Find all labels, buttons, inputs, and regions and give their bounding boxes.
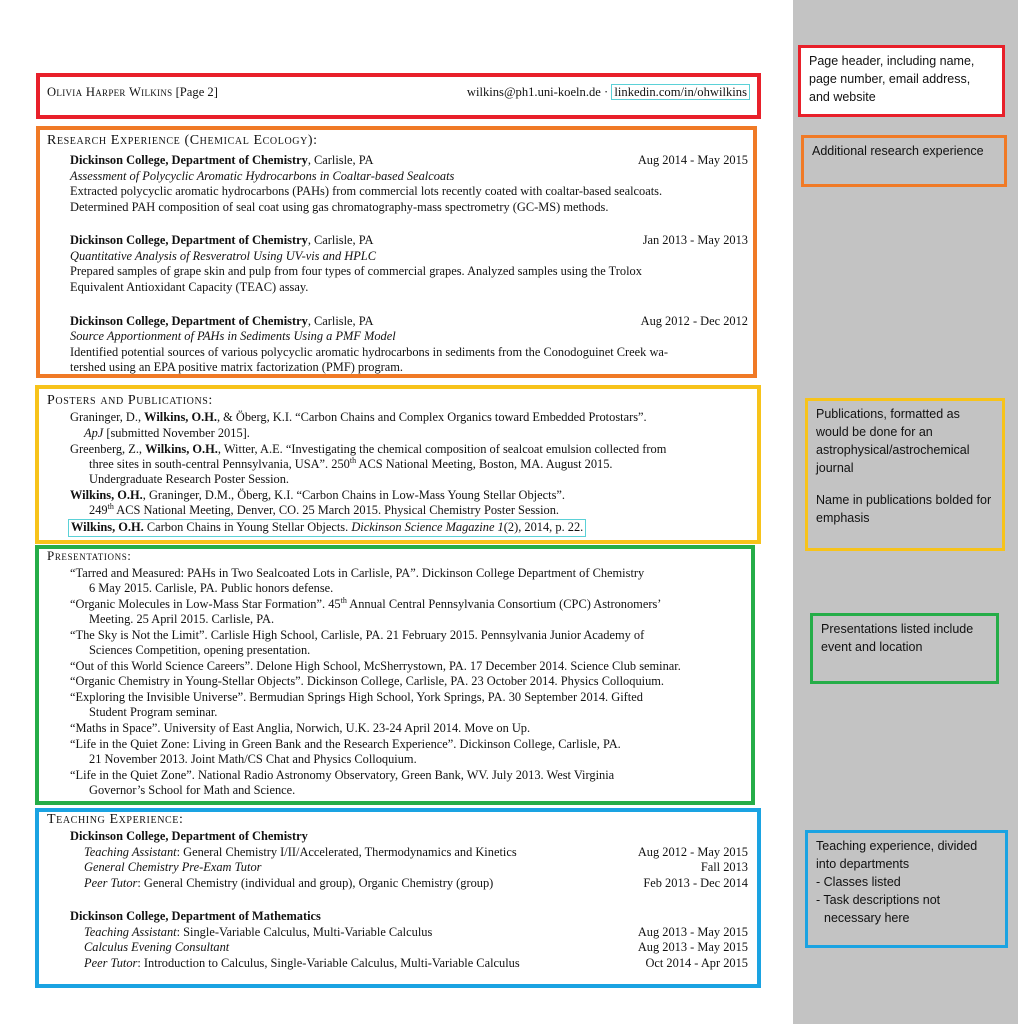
presentation-1-line-2: 6 May 2015. Carlisle, PA. Public honors defense. xyxy=(89,581,334,595)
header-website-link[interactable]: linkedin.com/in/ohwilkins xyxy=(611,84,750,100)
research-heading: Research Experience (Chemical Ecology): xyxy=(47,133,318,148)
research-entry-3-date: Aug 2012 - Dec 2012 xyxy=(640,314,748,328)
research-entry-1-date: Aug 2014 - May 2015 xyxy=(637,153,748,167)
note-publications: Publications, formatted as would be done for an astrophysical/astrochemical journal Name in publications bolded for emphasis xyxy=(805,398,1005,551)
header-name: Olivia Harper Wilkins xyxy=(47,85,173,99)
teaching-chem-date-3: Feb 2013 - Dec 2014 xyxy=(643,876,748,890)
research-entry-2-desc-2: Equivalent Antioxidant Capacity (TEAC) assay. xyxy=(70,280,309,294)
presentation-8-line-1: “Life in the Quiet Zone: Living in Green Bank and the Research Experience”. Dickinson College, Carlisle, PA. xyxy=(70,737,621,751)
publication-4[interactable]: Wilkins, O.H. Carbon Chains in Young Stellar Objects. Dickinson Science Magazine 1(2), 2014, p. 22. xyxy=(68,519,586,537)
org-location: , Carlisle, PA xyxy=(307,153,374,167)
research-entry-3-title: Source Apportionment of PAHs in Sediments Using a PMF Model xyxy=(70,329,396,343)
presentations-heading: Presentations: xyxy=(47,548,132,563)
header-separator: · xyxy=(604,85,609,99)
note-research: Additional research experience xyxy=(801,135,1007,187)
header-email[interactable]: wilkins@ph1.uni-koeln.de xyxy=(466,85,601,99)
org-name: Dickinson College, Department of Chemistry xyxy=(70,314,308,328)
teaching-math-role-2: Calculus Evening Consultant xyxy=(84,940,230,954)
presentation-4: “Out of this World Science Careers”. Delone High School, McSherrystown, PA. 17 December 2014. Science Club seminar. xyxy=(70,659,681,673)
teaching-chem-date-2: Fall 2013 xyxy=(700,860,748,874)
teaching-math-date-1: Aug 2013 - May 2015 xyxy=(637,925,748,939)
org-name: Dickinson College, Department of Chemistry xyxy=(70,153,308,167)
research-entry-3-desc-1: Identified potential sources of various polycyclic aromatic hydrocarbons in sediments from the Conodoguinet Creek wa- xyxy=(70,345,669,359)
publication-3-line-2: 249th ACS National Meeting, Denver, CO. 25 March 2015. Physical Chemistry Poster Session. xyxy=(89,501,560,517)
header-line xyxy=(47,85,218,101)
research-entry-1-org xyxy=(70,153,373,169)
teaching-heading: Teaching Experience: xyxy=(47,812,184,827)
publication-2-line-2: three sites in south-central Pennsylvania, USA”. 250th ACS National Meeting, Boston, MA. August 2015. xyxy=(89,455,613,471)
teaching-math-date-2: Aug 2013 - May 2015 xyxy=(637,940,748,954)
publication-2-line-3: Undergraduate Research Poster Session. xyxy=(89,472,290,486)
presentation-5: “Organic Chemistry in Young-Stellar Objects”. Dickinson College, Carlisle, PA. 23 October 2014. Physics Colloquium. xyxy=(70,674,665,688)
note-teaching: Teaching experience, divided into departments - Classes listed - Task descriptions not necessary here xyxy=(805,830,1008,948)
teaching-math-dept: Dickinson College, Department of Mathematics xyxy=(70,909,321,923)
presentation-6-line-2: Student Program seminar. xyxy=(89,705,218,719)
presentation-8-line-2: 21 November 2013. Joint Math/CS Chat and Physics Colloquium. xyxy=(89,752,417,766)
note-presentations: Presentations listed include event and location xyxy=(810,613,999,684)
publication-1-line-1: Graninger, D., Wilkins, O.H., & Öberg, K.I. “Carbon Chains and Complex Organics toward Embedded Protostars”. xyxy=(70,410,647,424)
teaching-math-date-3: Oct 2014 - Apr 2015 xyxy=(645,956,748,970)
research-entry-2-desc-1: Prepared samples of grape skin and pulp from four types of commercial grapes. Analyzed samples using the Trolox xyxy=(70,264,642,278)
research-entry-2-title: Quantitative Analysis of Resveratrol Using UV-vis and HPLC xyxy=(70,249,376,263)
header-contact xyxy=(467,85,750,101)
teaching-chem-dept: Dickinson College, Department of Chemistry xyxy=(70,829,308,843)
presentation-9-line-2: Governor’s School for Math and Science. xyxy=(89,783,296,797)
research-entry-1-desc-2: Determined PAH composition of seal coat using gas chromatography-mass spectrometry (GC-MS) methods. xyxy=(70,200,609,214)
publication-1-line-2: ApJ [submitted November 2015]. xyxy=(84,426,250,440)
presentation-6-line-1: “Exploring the Invisible Universe”. Bermudian Springs High School, York Springs, PA. 30 September 2014. Gifted xyxy=(70,690,643,704)
presentation-3-line-2: Sciences Competition, opening presentation. xyxy=(89,643,311,657)
presentation-7: “Maths in Space”. University of East Anglia, Norwich, U.K. 23-24 April 2014. Move on Up. xyxy=(70,721,531,735)
teaching-chem-role-3: Peer Tutor: General Chemistry (individual and group), Organic Chemistry (group) xyxy=(84,876,494,890)
research-entry-2-org xyxy=(70,233,373,249)
presentation-1-line-1: “Tarred and Measured: PAHs in Two Sealcoated Lots in Carlisle, PA”. Dickinson College Department of Chemistry xyxy=(70,566,645,580)
presentation-2-line-1: “Organic Molecules in Low-Mass Star Formation”. 45th Annual Central Pennsylvania Consortium (CPC) Astronomers’ xyxy=(70,595,662,611)
publications-heading: Posters and Publications: xyxy=(47,393,213,408)
org-location: , Carlisle, PA xyxy=(307,314,374,328)
teaching-math-role-3: Peer Tutor: Introduction to Calculus, Single-Variable Calculus, Multi-Variable Calculus xyxy=(84,956,520,970)
research-entry-1-desc-1: Extracted polycyclic aromatic hydrocarbons (PAHs) from commercial lots recently coated with coaltar-based sealcoats. xyxy=(70,184,663,198)
teaching-chem-role-2: General Chemistry Pre-Exam Tutor xyxy=(84,860,262,874)
teaching-chem-date-1: Aug 2012 - May 2015 xyxy=(637,845,748,859)
header-page: [Page 2] xyxy=(175,85,218,99)
org-location: , Carlisle, PA xyxy=(307,233,374,247)
presentation-2-line-2: Meeting. 25 April 2015. Carlisle, PA. xyxy=(89,612,275,626)
research-entry-1-title: Assessment of Polycyclic Aromatic Hydrocarbons in Coaltar-based Sealcoats xyxy=(70,169,455,183)
teaching-chem-role-1: Teaching Assistant: General Chemistry I/II/Accelerated, Thermodynamics and Kinetics xyxy=(84,845,517,859)
research-entry-3-org xyxy=(70,314,373,330)
publication-2-line-1: Greenberg, Z., Wilkins, O.H., Witter, A.E. “Investigating the chemical composition of sealcoat emulsion collected from xyxy=(70,442,667,456)
presentation-9-line-1: “Life in the Quiet Zone”. National Radio Astronomy Observatory, Green Bank, WV. July 2013. West Virginia xyxy=(70,768,615,782)
presentation-3-line-1: “The Sky is Not the Limit”. Carlisle High School, Carlisle, PA. 21 February 2015. Pennsylvania Junior Academy of xyxy=(70,628,645,642)
note-header: Page header, including name, page number, email address, and website xyxy=(798,45,1005,117)
research-entry-2-date: Jan 2013 - May 2013 xyxy=(642,233,748,247)
publication-3-line-1: Wilkins, O.H., Graninger, D.M., Öberg, K.I. “Carbon Chains in Low-Mass Young Stellar Objects”. xyxy=(70,488,565,502)
org-name: Dickinson College, Department of Chemistry xyxy=(70,233,308,247)
teaching-math-role-1: Teaching Assistant: Single-Variable Calculus, Multi-Variable Calculus xyxy=(84,925,433,939)
research-entry-3-desc-2: tershed using an EPA positive matrix factorization (PMF) program. xyxy=(70,360,404,374)
